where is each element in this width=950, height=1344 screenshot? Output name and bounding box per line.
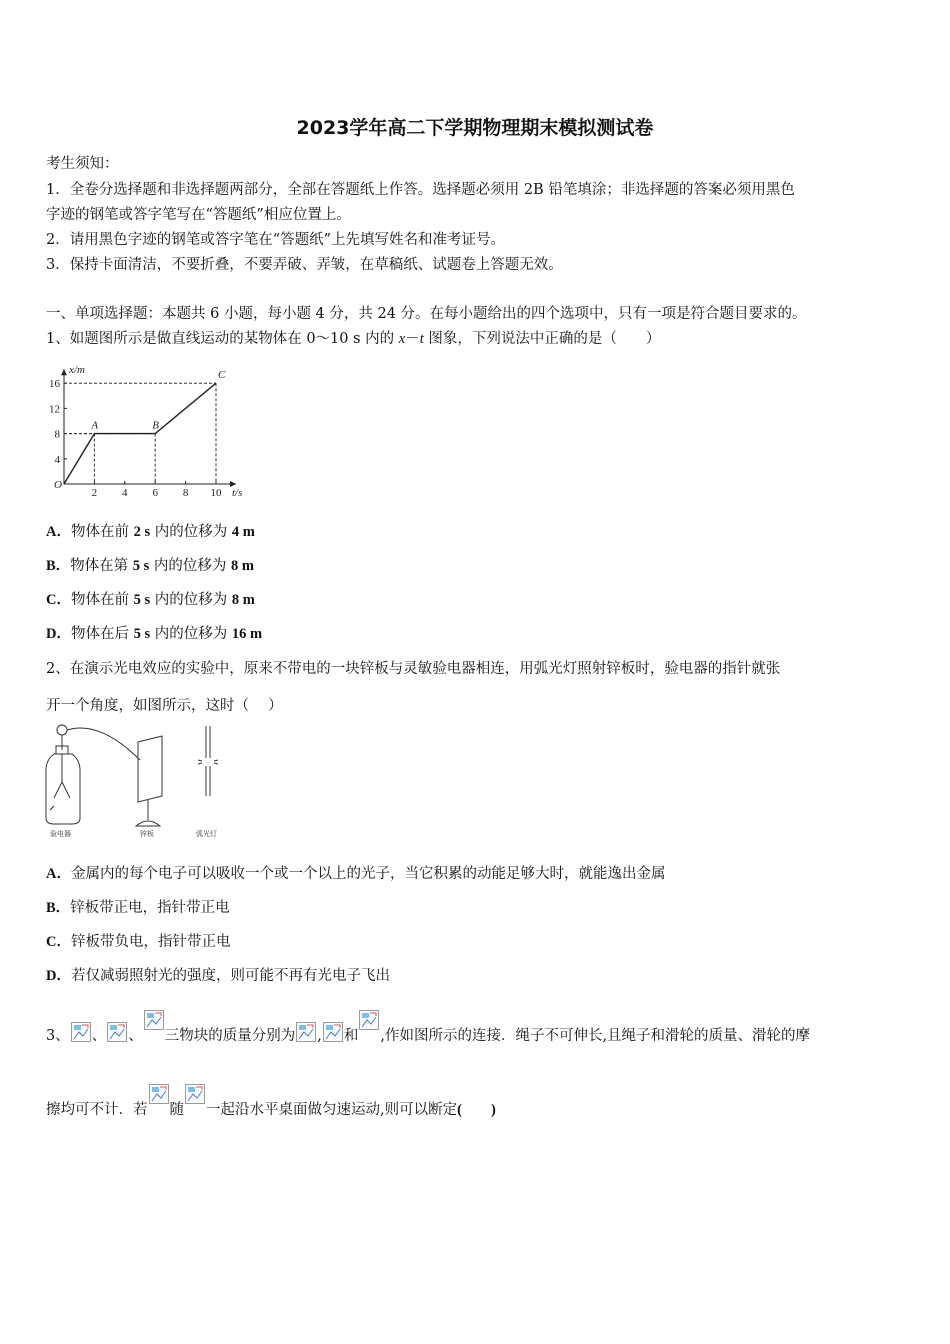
xt-graph (44, 356, 254, 506)
x-tick-label: 6 (152, 487, 158, 499)
x-tick-label: 2 (91, 487, 98, 499)
q1-option-a-mid: 内的位移为 (150, 524, 232, 540)
q3-line2-d: ( ) (457, 1102, 496, 1118)
label-zinc-plate: 锌板 (140, 830, 154, 838)
point-label: B (152, 419, 159, 432)
q2-option-d-text: 若仅减弱照射光的强度，则可能不再有光电子飞出 (70, 968, 390, 984)
q2-stem-b: 开一个角度，如图所示，这时（ ） (46, 698, 283, 714)
broken-image-icon (296, 1022, 316, 1042)
q1-option-c-text: 物体在前 (70, 592, 134, 608)
q2-option-d-letter: D． (46, 968, 71, 984)
q2-option-a[interactable] (46, 862, 665, 883)
x-axis-label: t/s (232, 487, 243, 499)
q1-option-c-letter: C． (46, 592, 71, 608)
photoelectric-apparatus-figure (40, 720, 240, 842)
y-tick-label: 8 (54, 428, 60, 441)
notice-item-1a: 1．全卷分选择题和非选择题两部分，全部在答题纸上作答。选择题必须用 2B 铅笔填涂；非选择题的答案必须用黑色 (46, 182, 795, 198)
x-tick-label: 10 (210, 487, 222, 499)
y-tick-label: 16 (49, 378, 60, 391)
q1-stem-a: 1、如题图所示是做直线运动的某物体在 0～10 s 内的 (46, 331, 399, 347)
q3-sep-1: 、 (91, 1028, 107, 1044)
q1-option-b-num: 5 s (132, 558, 150, 574)
point-label: O (54, 479, 62, 491)
notice-item-3: 3．保持卡面清洁，不要折叠，不要弄破、弄皱，在草稿纸、试题卷上答题无效。 (46, 257, 563, 273)
q3-sep-2: 、 (128, 1028, 143, 1044)
broken-image-icon (144, 1010, 164, 1030)
q3-line2-b: 随 (169, 1102, 184, 1118)
notice-heading: 考生须知： (46, 156, 119, 172)
page-title: 2023学年高二下学期物理期末模拟测试卷 (296, 117, 654, 139)
broken-image-icon (149, 1084, 169, 1104)
q1-option-d-letter: D． (46, 626, 71, 642)
q1-option-d-text: 物体在后 (70, 626, 134, 642)
q1-stem-b: 图象，下列说法中正确的是（ ） (423, 331, 661, 347)
section-heading: 一、单项选择题：本题共 6 小题，每小题 4 分，共 24 分。在每小题给出的四个选项中，只有一项是符合题目要求的。 (46, 306, 807, 322)
q1-option-c-val: 8 m (231, 592, 255, 608)
q2-option-b-letter: B． (46, 900, 71, 916)
q3-number: 3、 (46, 1028, 70, 1044)
q1-option-a-letter: A． (46, 524, 71, 540)
broken-image-icon (107, 1022, 127, 1042)
q1-option-a-text: 物体在前 (70, 524, 134, 540)
q1-option-c-num: 5 s (133, 592, 151, 608)
y-tick-label: 4 (54, 453, 60, 466)
q1-option-d[interactable] (46, 622, 262, 643)
q2-option-c[interactable] (46, 930, 230, 951)
q3-line2-a: 擦均可不计．若 (46, 1102, 148, 1118)
q1-option-d-val: 16 m (231, 626, 263, 642)
label-electroscope: 验电器 (50, 830, 71, 838)
q3-line2-c: 一起沿水平桌面做匀速运动,则可以断定 (206, 1102, 458, 1118)
q1-option-a-val: 4 m (231, 524, 255, 540)
broken-image-icon (323, 1022, 343, 1042)
broken-image-icon (185, 1084, 205, 1104)
q1-stem-x: x (398, 331, 406, 347)
y-axis-arrow (61, 369, 67, 375)
q3-stem-line-1 (46, 1010, 810, 1045)
q1-option-d-num: 5 s (133, 626, 151, 642)
notice-item-2: 2．请用黑色字迹的钢笔或答字笔在“答题纸”上先填写姓名和准考证号。 (46, 232, 506, 248)
q2-option-a-text: 金属内的每个电子可以吸收一个或一个以上的光子，当它积累的动能足够大时，就能逸出金属 (70, 866, 666, 882)
q3-stem-line-2 (46, 1084, 496, 1119)
q1-option-b-text: 物体在第 (70, 558, 133, 574)
label-arc-lamp: 弧光灯 (196, 830, 217, 838)
q1-option-a-num: 2 s (133, 524, 151, 540)
notice-item-1b: 字迹的钢笔或答字笔写在“答题纸”相应位置上。 (46, 207, 351, 223)
q2-option-a-letter: A． (46, 866, 71, 882)
q2-option-b[interactable] (46, 896, 230, 917)
q1-option-a[interactable] (46, 520, 255, 541)
y-tick-label: 12 (49, 403, 60, 416)
q2-option-c-letter: C． (46, 934, 71, 950)
q1-option-d-mid: 内的位移为 (150, 626, 232, 642)
q1-option-b-letter: B． (46, 558, 71, 574)
point-label: C (218, 369, 226, 382)
q2-option-b-text: 锌板带正电，指针带正电 (70, 900, 230, 916)
q1-option-c-mid: 内的位移为 (150, 592, 232, 608)
broken-image-icon (71, 1022, 91, 1042)
point-label: A (91, 419, 99, 432)
q1-option-b[interactable] (46, 554, 254, 575)
q1-option-c[interactable] (46, 588, 255, 609)
q1-stem (46, 327, 660, 348)
q1-stem-t: t (419, 331, 424, 347)
x-tick-label: 8 (182, 487, 189, 499)
x-tick-label: 4 (122, 487, 128, 499)
q1-stem-dash: － (405, 331, 420, 347)
broken-image-icon (359, 1010, 379, 1030)
q3-text-2: , (317, 1028, 322, 1044)
q2-option-c-text: 锌板带负电，指针带正电 (70, 934, 231, 950)
q1-option-b-val: 8 m (231, 558, 254, 574)
q3-text-1: 三物块的质量分别为 (164, 1028, 296, 1044)
q2-stem-a: 2、在演示光电效应的实验中，原来不带电的一块锌板与灵敏验电器相连，用弧光灯照射锌板时，验电器的指针就张 (46, 661, 781, 677)
q1-option-b-mid: 内的位移为 (149, 558, 232, 574)
y-axis-label: x/m (69, 364, 85, 377)
q2-option-d[interactable] (46, 964, 390, 985)
q3-text-3: 和 (343, 1028, 359, 1044)
q3-text-4: ,作如图所示的连接．绳子不可伸长,且绳子和滑轮的质量、滑轮的摩 (380, 1028, 811, 1044)
